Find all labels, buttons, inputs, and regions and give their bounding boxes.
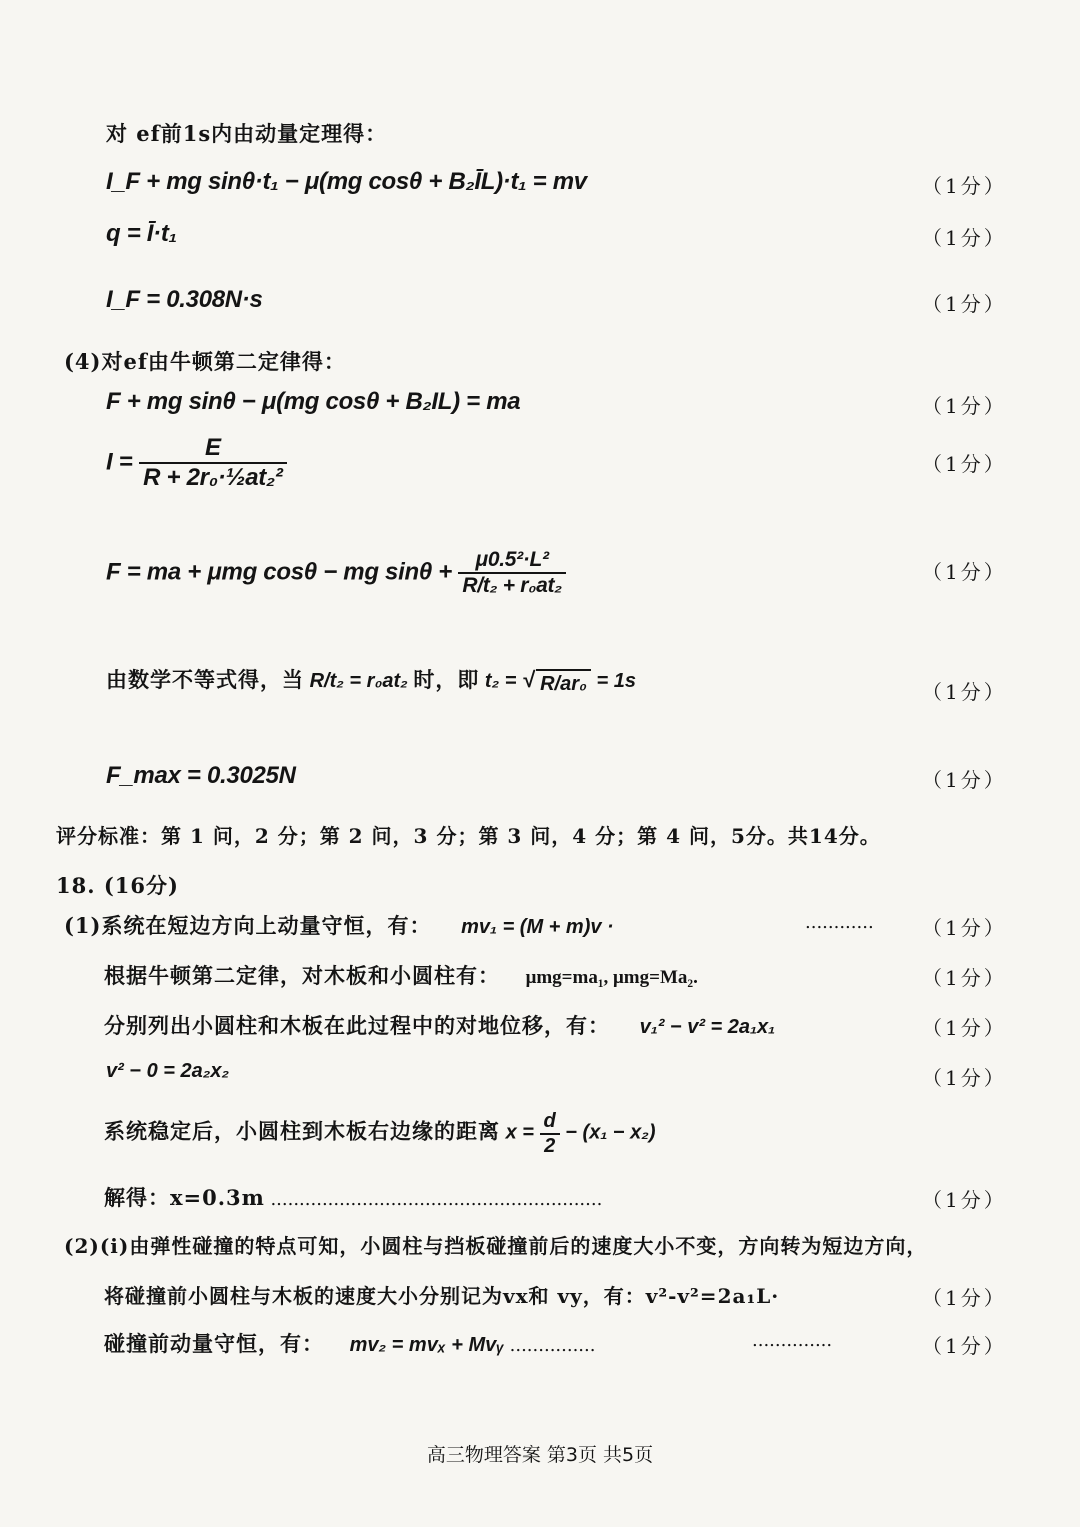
sqrt-sign: √ bbox=[522, 667, 535, 692]
inequality-result-rhs: = 1s bbox=[596, 670, 636, 692]
q18-header: 18. (16分) bbox=[56, 873, 179, 898]
force-denominator: R/t₂ + r₀at₂ bbox=[462, 574, 562, 597]
part4-inequality bbox=[106, 664, 636, 696]
q18-distance-rhs: − (x₁ − x₂) bbox=[565, 1121, 656, 1144]
part3-equation-charge: q = Ī·t₁ bbox=[106, 220, 177, 247]
q18-newton-eq: μmg=ma₁, μmg=Ma₂. bbox=[525, 967, 698, 988]
inequality-mid: 时，即 bbox=[413, 667, 480, 692]
q18-momentum-eq: mv₁ = (M + m)v · bbox=[461, 916, 614, 938]
score-mark: （1分） bbox=[922, 1016, 1007, 1040]
score-mark: （1分） bbox=[922, 292, 1007, 316]
q18-result-text: 解得：x=0.3m bbox=[104, 1185, 265, 1210]
score-mark: （1分） bbox=[922, 560, 1007, 584]
current-fraction bbox=[139, 434, 287, 492]
part3-result: I_F = 0.308N·s bbox=[106, 286, 263, 313]
q18-displacement-text: 分别列出小圆柱和木板在此过程中的对地位移，有： bbox=[104, 1013, 610, 1038]
score-mark: （1分） bbox=[922, 1188, 1007, 1212]
inequality-condition: R/t₂ = r₀at₂ bbox=[309, 670, 408, 692]
q18-newton-text: 根据牛顿第二定律，对木板和小圆柱有： bbox=[104, 963, 500, 988]
score-mark: （1分） bbox=[922, 226, 1007, 250]
q18-board-eq: v² − 0 = 2a₂x₂ bbox=[106, 1060, 230, 1082]
score-mark: （1分） bbox=[922, 1286, 1007, 1310]
q18-part2-line3-eq: mv₂ = mvₓ + Mvᵧ bbox=[349, 1334, 505, 1356]
score-mark: （1分） bbox=[922, 452, 1007, 476]
score-mark: （1分） bbox=[922, 394, 1007, 418]
score-mark: （1分） bbox=[922, 174, 1007, 198]
page-footer: 高三物理答案 第3页 共5页 bbox=[426, 1444, 654, 1466]
current-numerator: E bbox=[139, 434, 287, 464]
score-mark: （1分） bbox=[922, 680, 1007, 704]
force-lhs: F = ma + μmg cosθ − mg sinθ + bbox=[106, 558, 452, 586]
q18-momentum-text: (1)系统在短边方向上动量守恒，有： bbox=[64, 913, 432, 938]
q18-distance-fraction bbox=[540, 1110, 560, 1158]
q18-distance-text: 系统稳定后，小圆柱到木板右边缘的距离 bbox=[104, 1118, 500, 1144]
inequality-radicand: R/ar₀ bbox=[536, 669, 591, 696]
q18-result-line bbox=[104, 1182, 602, 1212]
part4-equation-newton: F + mg sinθ − μ(mg cosθ + B₂IL) = ma bbox=[106, 388, 521, 415]
force-fraction bbox=[458, 548, 565, 598]
leader-dots: .......................................................... bbox=[270, 1189, 603, 1210]
inequality-result-lhs: t₂ = bbox=[484, 670, 517, 692]
score-mark: （1分） bbox=[922, 966, 1007, 990]
current-denominator: R + 2r₀·½at₂² bbox=[143, 464, 283, 491]
q18-distance-line bbox=[104, 1110, 656, 1158]
q18-distance-lhs: x = bbox=[505, 1121, 534, 1144]
q18-distance-numerator: d bbox=[540, 1110, 560, 1135]
q18-part2-line2: 将碰撞前小圆柱与木板的速度大小分别记为vx和 vy，有：v²-v²=2a₁L· bbox=[104, 1284, 780, 1308]
force-numerator: μ0.5²·L² bbox=[458, 548, 565, 574]
scoring-standard: 评分标准：第 1 问，2 分；第 2 问，3 分；第 3 问，4 分；第 4 问，5分。共14分。 bbox=[56, 824, 881, 848]
inequality-text: 由数学不等式得，当 bbox=[106, 667, 304, 692]
q18-momentum-line bbox=[64, 910, 614, 940]
q18-newton-line bbox=[104, 960, 698, 990]
leader-dots: ............... bbox=[509, 1335, 596, 1356]
score-mark: （1分） bbox=[922, 768, 1007, 792]
q18-displacement-line bbox=[104, 1010, 775, 1040]
score-mark: （1分） bbox=[922, 1334, 1007, 1358]
q18-displacement-eq: v₁² − v² = 2a₁x₁ bbox=[639, 1016, 776, 1038]
leader-dots: .............. bbox=[752, 1330, 833, 1351]
q18-distance-denominator: 2 bbox=[544, 1135, 556, 1157]
current-lhs: I = bbox=[106, 448, 133, 476]
part4-equation-current bbox=[106, 434, 287, 492]
score-mark: （1分） bbox=[922, 1066, 1007, 1090]
part4-intro: (4)对ef由牛顿第二定律得： bbox=[64, 349, 346, 374]
part3-equation-impulse: I_F + mg sinθ·t₁ − μ(mg cosθ + B₂ĪL)·t₁ = mv bbox=[106, 168, 587, 195]
part4-fmax: F_max = 0.3025N bbox=[106, 762, 296, 789]
part4-equation-force bbox=[106, 548, 566, 598]
q18-part2-line3 bbox=[104, 1328, 595, 1358]
q18-part2-line3-text: 碰撞前动量守恒，有： bbox=[104, 1331, 324, 1356]
leader-dots: ............ bbox=[805, 912, 874, 933]
q18-part2-line1: (2)(i)由弹性碰撞的特点可知，小圆柱与挡板碰撞前后的速度大小不变，方向转为短边方向， bbox=[64, 1234, 928, 1258]
part3-intro: 对 ef前1s内由动量定理得： bbox=[106, 121, 388, 146]
score-mark: （1分） bbox=[922, 916, 1007, 940]
